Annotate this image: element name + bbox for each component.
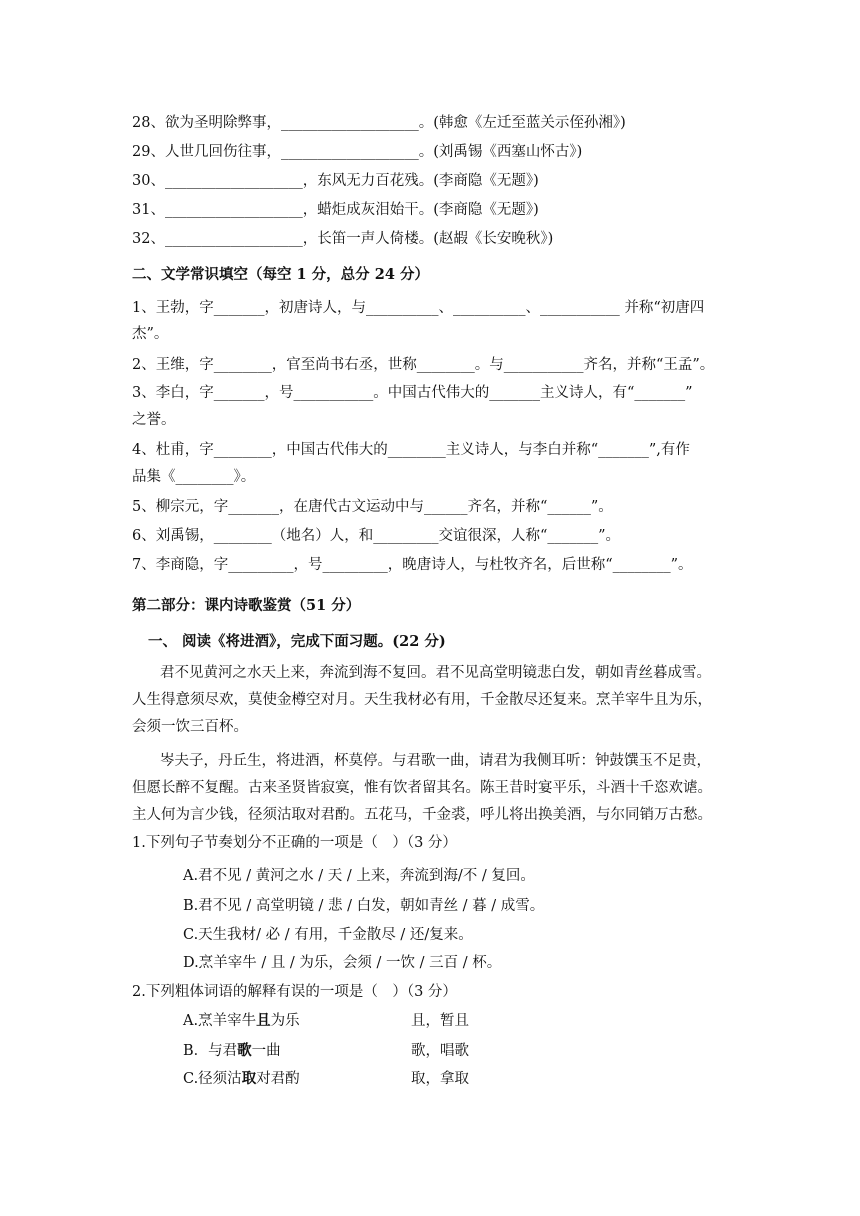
poem-fill-28: 28、欲为圣明除弊事，___________________。(韩愈《左迁至蓝关示侄孙湘》) <box>132 115 626 131</box>
lit-q2: 2、王维，字________，官至尚书右丞，世称________。与___________齐名，并称“王孟”。 <box>132 357 715 373</box>
poem-paragraph-1-line3: 会须一饮三百杯。 <box>132 719 248 735</box>
lit-q6: 6、刘禹锡，________（地名）人，和_________交谊很深，人称“_______”。 <box>132 528 621 544</box>
poem-fill-32: 32、___________________，长笛一声人倚楼。(赵嘏《长安晚秋》) <box>132 231 554 247</box>
question-1-option-d: D.烹羊宰牛 / 且 / 为乐，会须 / 一饮 / 三百 / 杯。 <box>183 955 502 971</box>
option-text: 一曲 <box>251 1043 281 1059</box>
option-text: 为乐 <box>270 1013 300 1029</box>
section-title-literature: 二、文学常识填空（每空 1 分，总分 24 分） <box>132 266 429 283</box>
question-1-option-c: C.天生我材/ 必 / 有用，千金散尽 / 还/复来。 <box>183 927 473 943</box>
poem-paragraph-2-line1: 岑夫子，丹丘生，将进酒，杯莫停。与君歌一曲，请君为我侧耳听：钟鼓馔玉不足贵， <box>160 753 711 769</box>
question-1-option-b: B.君不见 / 高堂明镜 / 悲 / 白发，朝如青丝 / 暮 / 成雪。 <box>183 898 545 914</box>
bold-keyword: 歌 <box>237 1042 252 1059</box>
poem-paragraph-1-line2: 人生得意须尽欢，莫使金樽空对月。天生我材必有用，千金散尽还复来。烹羊宰牛且为乐， <box>132 692 712 708</box>
option-text: C.径须沽 <box>183 1071 242 1087</box>
option-text: B．与君 <box>183 1043 238 1059</box>
question-2-option-b <box>183 1041 783 1061</box>
question-2-stem: 2.下列粗体词语的解释有误的一项是（ ）（3 分） <box>132 984 457 1000</box>
part-two-title: 第二部分：课内诗歌鉴赏（51 分） <box>132 597 361 614</box>
reading-title: 一、 阅读《将进酒》，完成下面习题。(22 分) <box>148 633 446 650</box>
question-2-option-a <box>183 1011 783 1031</box>
lit-q3-line1: 3、李白，字_______，号___________。中国古代伟大的_______主义诗人，有“_______” <box>132 385 693 401</box>
poem-paragraph-2-line3: 主人何为言少钱，径须沽取对君酌。五花马，千金裘，呼儿将出换美酒，与尔同销万古愁。 <box>132 807 712 823</box>
bold-keyword: 且 <box>256 1012 271 1029</box>
poem-fill-30: 30、___________________，东风无力百花残。(李商隐《无题》) <box>132 173 539 189</box>
question-2-option-b-definition: 歌，唱歌 <box>411 1043 469 1059</box>
poem-fill-29: 29、人世几回伤往事，___________________。(刘禹锡《西塞山怀古》) <box>132 144 583 160</box>
question-1-stem: 1.下列句子节奏划分不正确的一项是（ ）（3 分） <box>132 835 457 851</box>
lit-q4-line2: 品集《________》。 <box>132 469 256 485</box>
lit-q1-line2: 杰”。 <box>132 326 169 342</box>
lit-q7: 7、李商隐，字_________，号_________，晚唐诗人，与杜牧齐名，后世称“________”。 <box>132 557 693 573</box>
question-1-option-a: A.君不见 / 黄河之水 / 天 / 上来，奔流到海/不 / 复回。 <box>183 868 535 884</box>
bold-keyword: 取 <box>241 1070 257 1087</box>
question-2-option-a-definition: 且，暂且 <box>411 1013 469 1029</box>
lit-q1-line1: 1、王勃，字_______，初唐诗人，与__________、__________、___________ 并称“初唐四 <box>132 300 705 316</box>
poem-paragraph-1-line1: 君不见黄河之水天上来，奔流到海不复回。君不见高堂明镜悲白发，朝如青丝暮成雪。 <box>160 665 711 681</box>
lit-q4-line1: 4、杜甫，字________，中国古代伟大的________主义诗人，与李白并称“_______”,有作 <box>132 442 690 458</box>
lit-q5: 5、柳宗元，字_______，在唐代古文运动中与______齐名，并称“______”。 <box>132 499 613 515</box>
question-2-option-c <box>183 1069 783 1089</box>
poem-paragraph-2-line2: 但愿长醉不复醒。古来圣贤皆寂寞，惟有饮者留其名。陈王昔时宴平乐，斗酒十千恣欢谑。 <box>132 780 712 796</box>
poem-fill-31: 31、___________________，蜡炬成灰泪始干。(李商隐《无题》) <box>132 202 539 218</box>
question-2-option-c-definition: 取，拿取 <box>411 1071 469 1087</box>
option-text: 对君酌 <box>256 1071 300 1087</box>
lit-q3-line2: 之誉。 <box>132 412 176 428</box>
option-text: A.烹羊宰牛 <box>183 1013 257 1029</box>
